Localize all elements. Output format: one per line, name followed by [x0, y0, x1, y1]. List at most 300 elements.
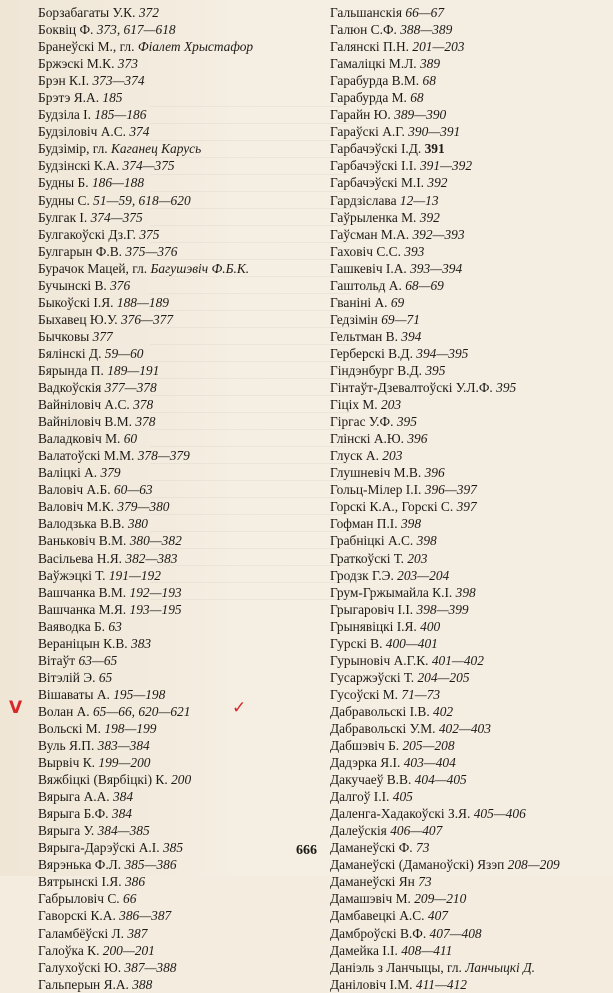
- entry-name: Гаўрыленка М.: [330, 209, 417, 225]
- entry-pages: 185: [102, 90, 123, 106]
- entry-name: Борзабагаты У.К.: [38, 5, 136, 20]
- index-entry: [38, 430, 308, 447]
- index-entry: [330, 447, 600, 464]
- entry-name: Грум-Гржымайла К.І.: [330, 584, 453, 600]
- entry-name: Гіціх М.: [330, 397, 378, 413]
- index-entry: [330, 669, 600, 686]
- entry-name: Валадковіч М.: [38, 431, 121, 447]
- entry-name: Гусоўскі М.: [330, 686, 399, 702]
- entry-name: Галамбёўскі Л.: [38, 925, 124, 941]
- index-entry: [38, 413, 308, 430]
- index-entry: [330, 720, 600, 737]
- entry-name: Гурыновіч А.Г.К.: [330, 652, 429, 668]
- entry-name: Гельтман В.: [330, 328, 398, 344]
- entry-pages: 407: [427, 908, 448, 924]
- index-entry: [38, 703, 308, 720]
- entry-pages: 66—67: [405, 5, 445, 20]
- index-entry: [38, 379, 308, 396]
- entry-name: Грынявіцкі І.Я.: [330, 618, 417, 634]
- entry-pages: 384: [111, 806, 132, 822]
- index-entry: [330, 788, 600, 805]
- index-entry: [330, 890, 600, 907]
- entry-name: Вятрынскі І.Я.: [38, 874, 122, 890]
- index-entry: [38, 294, 308, 311]
- index-entry: [38, 243, 308, 260]
- entry-name: Дакучаеў В.В.: [330, 772, 412, 788]
- index-entry: [330, 192, 600, 209]
- entry-name: Гарабурда В.М.: [330, 73, 420, 89]
- index-entry: [38, 515, 308, 532]
- entry-pages: 378—379: [137, 448, 190, 464]
- entry-name: Гашкевіч І.А.: [330, 260, 407, 276]
- entry-name: Вярыга У.: [38, 823, 95, 839]
- entry-pages: 198—199: [104, 720, 157, 736]
- entry-name: Гардзіслава: [330, 192, 397, 208]
- entry-pages: 203: [382, 448, 403, 464]
- entry-name: Вадкоўскія: [38, 380, 102, 396]
- index-entry: [38, 89, 308, 106]
- entry-pages: 387—388: [124, 959, 177, 975]
- entry-pages: 398: [400, 516, 422, 532]
- entry-name: Гурскі В.: [330, 635, 383, 651]
- entry-pages: 403—404: [403, 755, 456, 771]
- index-entry: [330, 737, 600, 754]
- entry-name: Гарбачэўскі І.Д.: [330, 141, 422, 157]
- index-entry: [38, 311, 308, 328]
- entry-name: Гаштольд А.: [330, 277, 402, 293]
- index-entry: [330, 635, 600, 652]
- entry-pages: 398: [455, 584, 476, 600]
- entry-name: Даніэль з Ланчыцы, гл.: [330, 959, 462, 975]
- entry-name: Даманеўскі Ф.: [330, 840, 413, 856]
- entry-name: Гарбачэўскі І.І.: [330, 158, 417, 174]
- entry-name: Вырвіч К.: [38, 755, 96, 771]
- entry-pages: 375: [139, 226, 160, 242]
- entry-pages: 405—406: [473, 806, 526, 822]
- entry-name: Бржэскі М.К.: [38, 56, 115, 72]
- index-entry: [38, 822, 308, 839]
- index-entry: [38, 328, 308, 345]
- index-entry: [330, 976, 600, 993]
- entry-name: Галухоўскі Ю.: [38, 959, 122, 975]
- index-entry: [38, 38, 308, 55]
- entry-name: Вітаўт: [38, 652, 76, 668]
- entry-pages: 393—394: [410, 260, 463, 276]
- entry-pages: 384—385: [97, 823, 150, 839]
- entry-pages: 388: [132, 976, 153, 992]
- entry-name: Будны Б.: [38, 175, 89, 191]
- index-entry: [38, 481, 308, 498]
- entry-name: Вашчанка М.Я.: [38, 601, 127, 617]
- entry-name: Вяжбіцкі (Вярбіцкі) К.: [38, 772, 168, 788]
- index-entry: [330, 601, 600, 618]
- entry-pages: 385: [162, 840, 184, 856]
- index-entry: [330, 550, 600, 567]
- entry-pages: 205—208: [402, 738, 455, 754]
- index-entry: [38, 277, 308, 294]
- entry-name: Глінскі А.Ю.: [330, 431, 404, 447]
- entry-pages: 374—375: [90, 209, 143, 225]
- entry-name: Гедзімін: [330, 311, 378, 327]
- index-entry: [38, 260, 308, 277]
- index-entry: [38, 618, 308, 635]
- entry-name: Вярэнька Ф.Л.: [38, 857, 122, 873]
- index-entry: [38, 532, 308, 549]
- entry-name: Гродзк Г.Э.: [330, 567, 394, 583]
- entry-pages: 373—374: [92, 73, 145, 89]
- index-entry: [330, 430, 600, 447]
- entry-name: Булгак І.: [38, 209, 88, 225]
- entry-pages: 51—59, 618—620: [93, 192, 191, 208]
- entry-pages: 60: [123, 431, 138, 447]
- entry-pages: 373: [117, 56, 138, 72]
- entry-pages: 374—375: [122, 158, 175, 174]
- entry-name: Дамейка І.І.: [330, 942, 398, 958]
- entry-name: Будзінскі К.А.: [38, 158, 120, 174]
- index-entry: [38, 788, 308, 805]
- entry-pages: 395: [425, 362, 446, 378]
- index-entry: [38, 942, 308, 959]
- entry-pages: 63: [108, 618, 122, 634]
- entry-pages: 199—200: [98, 755, 151, 771]
- index-entry: [330, 498, 600, 515]
- index-entry: [38, 567, 308, 584]
- entry-name: Дабравольскі У.М.: [330, 720, 436, 736]
- entry-pages: 389: [419, 56, 441, 72]
- entry-name: Васільева Н.Я.: [38, 550, 123, 566]
- entry-pages: 398: [416, 533, 437, 549]
- entry-pages: 12—13: [399, 192, 439, 208]
- index-entry: [330, 106, 600, 123]
- entry-name: Будзімір, гл.: [38, 141, 108, 157]
- entry-pages: 193—195: [129, 601, 182, 617]
- entry-name: Вайніловіч В.М.: [38, 414, 132, 430]
- entry-name: Дабравольскі І.В.: [330, 703, 430, 719]
- entry-pages: 383—384: [97, 738, 150, 754]
- entry-name: Гаўсман М.А.: [330, 226, 410, 242]
- entry-pages: 396: [424, 465, 445, 481]
- entry-pages: 376: [110, 277, 131, 293]
- entry-pages: 378: [135, 414, 156, 430]
- entry-pages: 402: [433, 703, 454, 719]
- index-entry: [330, 686, 600, 703]
- index-entry: [38, 123, 308, 140]
- index-entry: [330, 464, 600, 481]
- index-entry: [38, 907, 308, 924]
- index-entry: [330, 226, 600, 243]
- index-entry: [38, 498, 308, 515]
- entry-name: Дамашэвіч М.: [330, 891, 411, 907]
- page-number: 666: [296, 843, 317, 858]
- entry-pages: 378: [133, 397, 154, 413]
- entry-name: Гараўскі А.Г.: [330, 124, 405, 140]
- entry-pages: 397: [456, 499, 477, 515]
- index-entry: [38, 209, 308, 226]
- entry-name: Дадэрка Я.І.: [330, 755, 401, 771]
- index-entry: [330, 294, 600, 311]
- index-entry: [330, 174, 600, 191]
- entry-name: Булгакоўскі Дз.Г.: [38, 226, 136, 242]
- index-entry: [330, 277, 600, 294]
- index-entry: [38, 805, 308, 822]
- entry-name: Вуль Я.П.: [38, 738, 95, 754]
- entry-pages: 377: [92, 328, 113, 344]
- entry-name: Граткоўскі Т.: [330, 550, 404, 566]
- entry-name: Даніловіч І.М.: [330, 976, 413, 992]
- entry-pages: 384: [112, 789, 134, 805]
- index-entry: [330, 771, 600, 788]
- index-entry: [38, 55, 308, 72]
- entry-pages: 376—377: [120, 311, 174, 327]
- index-entry: [330, 345, 600, 362]
- entry-pages: 379: [100, 465, 121, 481]
- index-entry: [38, 396, 308, 413]
- index-entry: [38, 890, 308, 907]
- index-entry: [38, 976, 308, 993]
- index-entry: [330, 481, 600, 498]
- entry-cross-reference: Багушэвіч Ф.Б.К.: [150, 260, 250, 276]
- entry-name: Бурачок Мацей, гл.: [38, 260, 148, 276]
- index-entry: [38, 447, 308, 464]
- index-entry: [38, 464, 308, 481]
- entry-name: Гаворскі К.А.: [38, 908, 116, 924]
- entry-pages: 69: [390, 294, 405, 310]
- index-entry: [330, 925, 600, 942]
- index-entry: [330, 652, 600, 669]
- entry-pages: 186—188: [91, 175, 145, 191]
- index-entry: [330, 260, 600, 277]
- entry-name: Гінтаўт-Дзевалтоўскі У.Л.Ф.: [330, 380, 493, 396]
- entry-name: Габрыловіч С.: [38, 891, 120, 907]
- entry-name: Гарайн Ю.: [330, 107, 391, 123]
- index-entry: [330, 311, 600, 328]
- entry-pages: 387: [127, 925, 148, 941]
- entry-name: Валодзька В.В.: [38, 516, 125, 532]
- entry-name: Вярыга Б.Ф.: [38, 806, 109, 822]
- entry-pages: 395: [496, 380, 517, 396]
- entry-name: Галянскі П.Н.: [330, 39, 410, 55]
- index-entry: [330, 618, 600, 635]
- entry-pages: 201—203: [412, 39, 465, 55]
- entry-pages: 372: [138, 5, 159, 20]
- entry-pages: 408—411: [401, 942, 453, 958]
- index-entry: [330, 328, 600, 345]
- entry-name: Бучынскі В.: [38, 277, 107, 293]
- entry-pages: 394—395: [416, 345, 469, 361]
- entry-pages: 69—71: [381, 311, 420, 327]
- entry-name: Глушневіч М.В.: [330, 465, 422, 481]
- entry-pages: 208—209: [507, 857, 560, 873]
- entry-name: Даманеўскі Ян: [330, 874, 415, 890]
- index-entry: [330, 959, 600, 976]
- index-entry: [38, 652, 308, 669]
- entry-name: Вітэлій Э.: [38, 669, 96, 685]
- entry-pages: 386: [124, 874, 146, 890]
- entry-name: Ваньковіч В.М.: [38, 533, 127, 549]
- entry-name: Дамброўскі В.Ф.: [330, 925, 427, 941]
- index-entry: [330, 38, 600, 55]
- index-entry: [330, 805, 600, 822]
- entry-pages: 185—186: [94, 107, 147, 123]
- entry-pages: 396—397: [424, 482, 477, 498]
- index-entry: [330, 72, 600, 89]
- index-entry: [330, 532, 600, 549]
- entry-name: Глуск А.: [330, 448, 379, 464]
- entry-pages: 65: [98, 669, 113, 685]
- entry-name: Валовіч А.Б.: [38, 482, 111, 498]
- index-entry: [330, 703, 600, 720]
- entry-name: Вішаваты А.: [38, 686, 110, 702]
- entry-name: Галюн С.Ф.: [330, 22, 397, 38]
- index-entry: [38, 720, 308, 737]
- entry-name: Бранеўскі М., гл.: [38, 39, 135, 55]
- entry-name: Даманеўскі (Даманоўскі) Язэп: [330, 857, 505, 873]
- index-entry: [330, 123, 600, 140]
- entry-name: Герберскі В.Д.: [330, 345, 413, 361]
- entry-name: Вераніцын К.В.: [38, 635, 128, 651]
- entry-name: Гальшанскія: [330, 5, 403, 20]
- entry-name: Валовіч М.К.: [38, 499, 115, 515]
- entry-pages: 388—389: [400, 22, 453, 38]
- entry-pages: 65—66, 620—621: [92, 703, 191, 719]
- entry-pages: 59—60: [104, 345, 144, 361]
- entry-name: Вайніловіч А.С.: [38, 397, 130, 413]
- entry-name: Дамбавецкі А.С.: [330, 908, 425, 924]
- index-entry: [38, 584, 308, 601]
- entry-name: Бярында П.: [38, 362, 104, 378]
- index-entry: [330, 157, 600, 174]
- entry-name: Гіргас У.Ф.: [330, 414, 394, 430]
- entry-pages: 68: [410, 90, 424, 106]
- entry-pages: 402—403: [438, 720, 491, 736]
- index-entry: [38, 226, 308, 243]
- entry-pages: 396: [407, 431, 428, 447]
- index-entry: [38, 550, 308, 567]
- index-entry: [330, 4, 600, 21]
- index-entry: [330, 822, 600, 839]
- entry-name: Боквіц Ф.: [38, 22, 94, 38]
- index-entry: [330, 584, 600, 601]
- entry-pages: 375—376: [125, 243, 178, 259]
- index-entry: [330, 140, 600, 157]
- entry-pages: 380—382: [129, 533, 182, 549]
- index-entry: [38, 601, 308, 618]
- entry-pages: 73: [418, 874, 432, 890]
- entry-pages: 393: [404, 243, 425, 259]
- index-entry: [38, 959, 308, 976]
- entry-pages: 411—412: [415, 976, 467, 992]
- index-entry: [330, 21, 600, 38]
- index-entry: [38, 925, 308, 942]
- entry-name: Грабніцкі А.С.: [330, 533, 414, 549]
- entry-name: Вярыга А.А.: [38, 789, 110, 805]
- entry-pages: 373, 617—618: [96, 22, 176, 38]
- entry-name: Быкоўскі І.Я.: [38, 294, 114, 310]
- index-entry: [330, 379, 600, 396]
- entry-name: Гусаржэўскі Т.: [330, 669, 415, 685]
- entry-pages: 405: [392, 789, 413, 805]
- red-check-mark-icon: ✓: [232, 698, 247, 718]
- entry-pages: 383: [131, 635, 152, 651]
- entry-name: Дабшэвіч Б.: [330, 738, 400, 754]
- index-entry: [330, 413, 600, 430]
- entry-name: Будзіла І.: [38, 107, 91, 123]
- entry-name: Гольц-Мілер І.І.: [330, 482, 422, 498]
- index-entry: [38, 669, 308, 686]
- entry-pages: 203—204: [397, 567, 450, 583]
- entry-name: Вярыга-Дарэўскі А.І.: [38, 840, 160, 856]
- index-entry: [330, 209, 600, 226]
- index-entry: [38, 140, 308, 157]
- entry-pages: 209—210: [414, 891, 467, 907]
- entry-name: Валатоўскі М.М.: [38, 448, 135, 464]
- entry-name: Валіцкі А.: [38, 465, 98, 481]
- red-check-mark: V: [9, 698, 23, 718]
- entry-pages: 188—189: [116, 294, 169, 310]
- entry-pages: 203: [381, 397, 402, 413]
- entry-pages: 68: [422, 73, 436, 89]
- entry-name: Бычковы: [38, 328, 90, 344]
- index-entry: [38, 754, 308, 771]
- entry-pages: 379—380: [117, 499, 170, 515]
- entry-name: Будны С.: [38, 192, 90, 208]
- entry-name: Далеўскія: [330, 823, 387, 839]
- index-entry: [330, 362, 600, 379]
- entry-name: Гіндэнбург В.Д.: [330, 362, 422, 378]
- entry-pages: 400—401: [385, 635, 438, 651]
- entry-pages: 390—391: [408, 124, 461, 140]
- index-entry: [38, 174, 308, 191]
- entry-pages: 195—198: [113, 686, 166, 702]
- entry-pages: 391: [424, 141, 445, 157]
- entry-pages: 394: [401, 328, 422, 344]
- entry-pages: 192—193: [129, 584, 182, 600]
- entry-cross-reference: Фіалет Хрыстафор: [137, 39, 254, 55]
- entry-name: Гваніні А.: [330, 294, 388, 310]
- entry-name: Булгарын Ф.В.: [38, 243, 122, 259]
- index-entry: [330, 243, 600, 260]
- entry-pages: 407—408: [429, 925, 482, 941]
- entry-pages: 377—378: [104, 380, 157, 396]
- entry-name: Далгоў І.І.: [330, 789, 390, 805]
- entry-name: Быхавец Ю.У.: [38, 311, 118, 327]
- entry-pages: 204—205: [417, 669, 470, 685]
- index-entry: [38, 686, 308, 703]
- entry-name: Гальперын Я.А.: [38, 976, 129, 992]
- entry-pages: 191—192: [108, 567, 161, 583]
- entry-pages: 380: [127, 516, 148, 532]
- entry-pages: 382—383: [125, 550, 178, 566]
- entry-name: Вольскі М.: [38, 720, 102, 736]
- entry-pages: 392: [427, 175, 448, 191]
- entry-pages: 385—386: [124, 857, 177, 873]
- entry-pages: 400: [420, 618, 441, 634]
- entry-pages: 200—201: [102, 942, 155, 958]
- index-entry: [38, 737, 308, 754]
- entry-pages: 374: [129, 124, 150, 140]
- entry-pages: 389—390: [394, 107, 447, 123]
- entry-pages: 68—69: [405, 277, 444, 293]
- entry-name: Гамаліцкі М.Л.: [330, 56, 417, 72]
- index-entry: [330, 942, 600, 959]
- index-entry: [38, 635, 308, 652]
- entry-pages: 60—63: [113, 482, 153, 498]
- entry-pages: 395: [396, 414, 417, 430]
- entry-name: Будзіловіч А.С.: [38, 124, 126, 140]
- index-entry: [330, 515, 600, 532]
- entry-name: Вашчанка В.М.: [38, 584, 127, 600]
- entry-name: Гофман П.І.: [330, 516, 398, 532]
